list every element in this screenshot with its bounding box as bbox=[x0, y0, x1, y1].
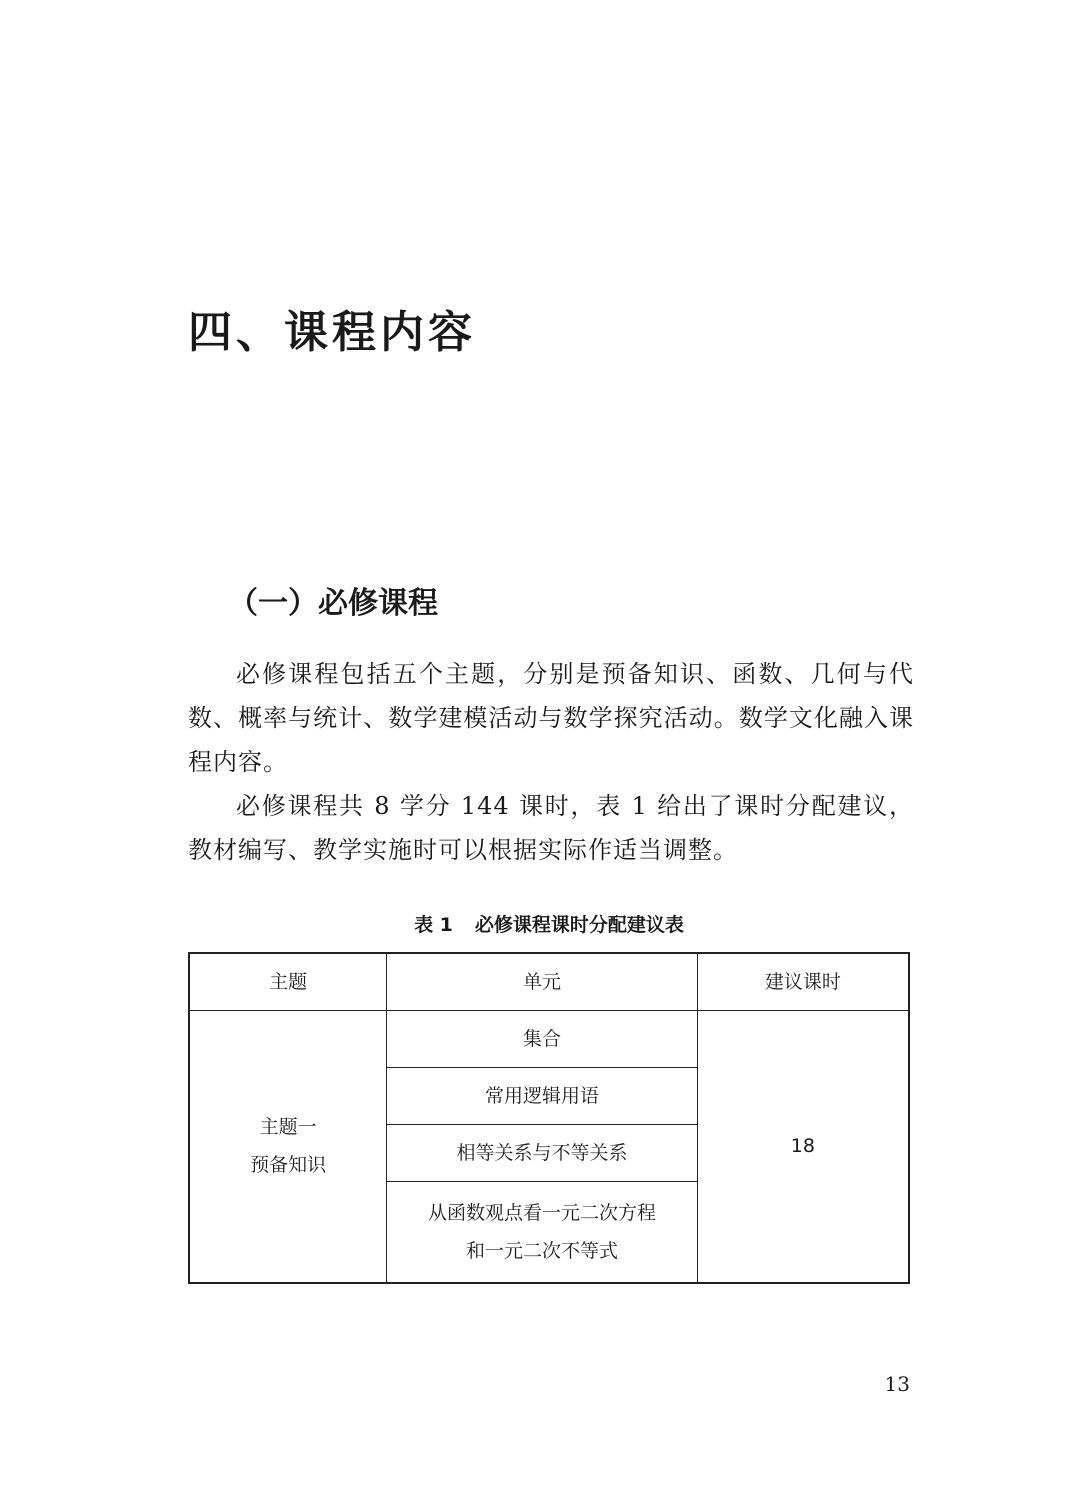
header-topic: 主题 bbox=[189, 953, 387, 1010]
unit-line: 和一元二次不等式 bbox=[466, 1239, 619, 1262]
header-unit: 单元 bbox=[387, 953, 697, 1010]
unit-cell bbox=[387, 1181, 697, 1283]
table-caption-title: 必修课程课时分配建议表 bbox=[474, 914, 684, 936]
header-hours: 建议课时 bbox=[697, 953, 909, 1010]
unit-line: 从函数观点看一元二次方程 bbox=[428, 1201, 657, 1224]
unit-cell: 集合 bbox=[387, 1010, 697, 1067]
section-title: （一）必修课程 bbox=[228, 586, 438, 621]
table-caption bbox=[188, 910, 910, 937]
table-header-row bbox=[189, 953, 909, 1010]
topic-name: 预备知识 bbox=[250, 1154, 327, 1177]
paragraph-credits: 必修课程共 8 学分 144 课时，表 1 给出了课时分配建议，教材编写、教学实施时可以根据实际作适当调整。 bbox=[188, 792, 914, 864]
table-row bbox=[189, 1010, 909, 1067]
topic-cell bbox=[189, 1010, 387, 1283]
page-number: 13 bbox=[884, 1372, 910, 1396]
hours-allocation-table bbox=[188, 952, 910, 1284]
unit-cell: 相等关系与不等关系 bbox=[387, 1124, 697, 1181]
paragraph-intro: 必修课程包括五个主题，分别是预备知识、函数、几何与代数、概率与统计、数学建模活动与数学探究活动。数学文化融入课程内容。 bbox=[188, 660, 914, 776]
unit-cell: 常用逻辑用语 bbox=[387, 1067, 697, 1124]
hours-cell: 18 bbox=[697, 1010, 909, 1283]
topic-number: 主题一 bbox=[259, 1116, 317, 1139]
table-caption-number: 表 1 bbox=[414, 914, 453, 936]
chapter-title: 四、课程内容 bbox=[188, 307, 476, 358]
